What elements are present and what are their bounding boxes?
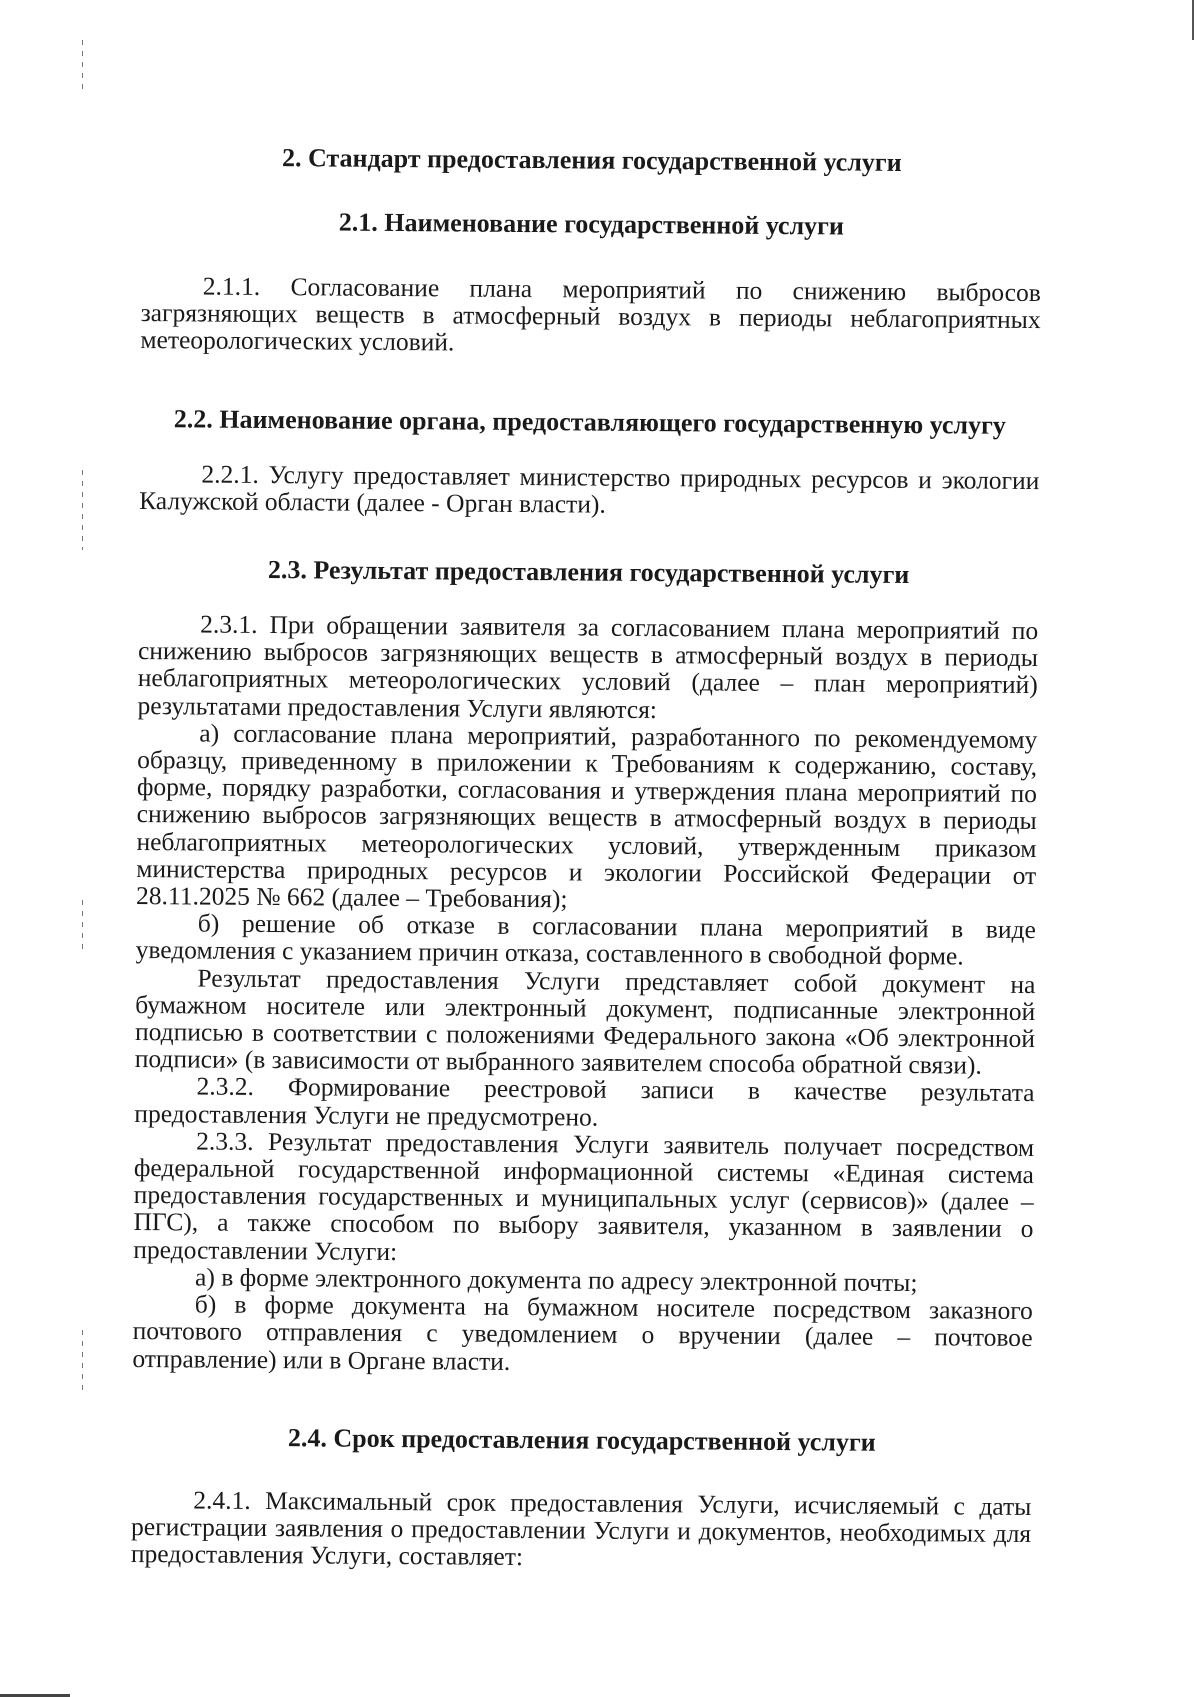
section-title: 2.1. Наименование государственной услуги xyxy=(338,207,845,241)
paragraph: а) в форме электронного документа по адресу электронной почты; xyxy=(194,1262,918,1298)
paragraph: 2.4.1. Максимальный срок предоставления Услуги, исчисляемый с даты регистрации заявления о предоставлении Услуги и документов, необходимых для предоставления Услуги, составляет: xyxy=(130,1485,1032,1572)
document-body xyxy=(131,142,1042,1574)
section-title: 2.4. Срок предоставления государственной услуги xyxy=(287,1422,876,1457)
scan-margin-mark xyxy=(82,470,83,550)
section-title: 2.2. Наименование органа, предоставляющего государственную услугу xyxy=(173,403,1006,440)
paragraph: 2.3.2. Формирование реестровой записи в качестве результата предоставления Услуги не предусмотрено. xyxy=(134,1071,1035,1132)
scan-edge-mark xyxy=(1192,0,1194,40)
paragraph: а) согласование плана мероприятий, разработанного по рекомендуемому образцу, приведенному в приложении к Требованиям к содержанию, составу, форме, порядку разработки, согласования и утверждения плана мероприятий по снижению выбросов загрязняющих веществ в атмосферный воздух в периоды неблагоприятных метеорологических условий, утвержденным приказом министерства природных ресурсов и экологии Российской Федерации от 28.11.2025 № 662 (далее – Требования); xyxy=(135,718,1038,914)
paragraph: 2.3.1. При обращении заявителя за согласованием плана мероприятий по снижению выбросов загрязняющих веществ в атмосферный воздух в периоды неблагоприятных метеорологических условий (далее – план мероприятий) результатами предоставления Услуги являются: xyxy=(137,609,1039,724)
scan-margin-mark xyxy=(82,900,83,950)
paragraph: 2.1.1. Согласование плана мероприятий по снижению выбросов загрязняющих веществ в атмосферный воздух в периоды неблагоприятных метеорологических условий. xyxy=(140,271,1041,357)
scan-margin-mark xyxy=(82,1330,83,1390)
paragraph: б) в форме документа на бумажном носителе посредством заказного почтового отправления с уведомлением о вручении (далее – почтовое отправление) или в Органе власти. xyxy=(132,1289,1033,1376)
paragraph: Результат предоставления Услуги представляет собой документ на бумажном носителе или электронный документ, подписанные электронной подписью в соответствии с положениями Федерального закона «Об электронной подписи» (в зависимости от выбранного заявителем способа обратной связи). xyxy=(134,963,1036,1080)
scan-margin-mark xyxy=(82,40,83,90)
paragraph: 2.2.1. Услугу предоставляет министерство природных ресурсов и экологии Калужской области (далее - Орган власти). xyxy=(139,459,1040,519)
paragraph: 2.3.3. Результат предоставления Услуги заявитель получает посредством федеральной государственной информационной системы «Единая система предоставления государственных и муниципальных услуг (сервисов)» (далее – ПГС), а также способом по выбору заявителя, указанном в заявлении о предоставлении Услуги: xyxy=(133,1126,1035,1266)
main-heading: 2. Стандарт предоставления государственной услуги xyxy=(281,143,902,177)
paragraph: б) решение об отказе в согласовании плана мероприятий в виде уведомления с указанием причин отказа, составленного в свободной форме. xyxy=(135,908,1036,971)
section-title: 2.3. Результат предоставления государственной услуги xyxy=(267,555,910,590)
